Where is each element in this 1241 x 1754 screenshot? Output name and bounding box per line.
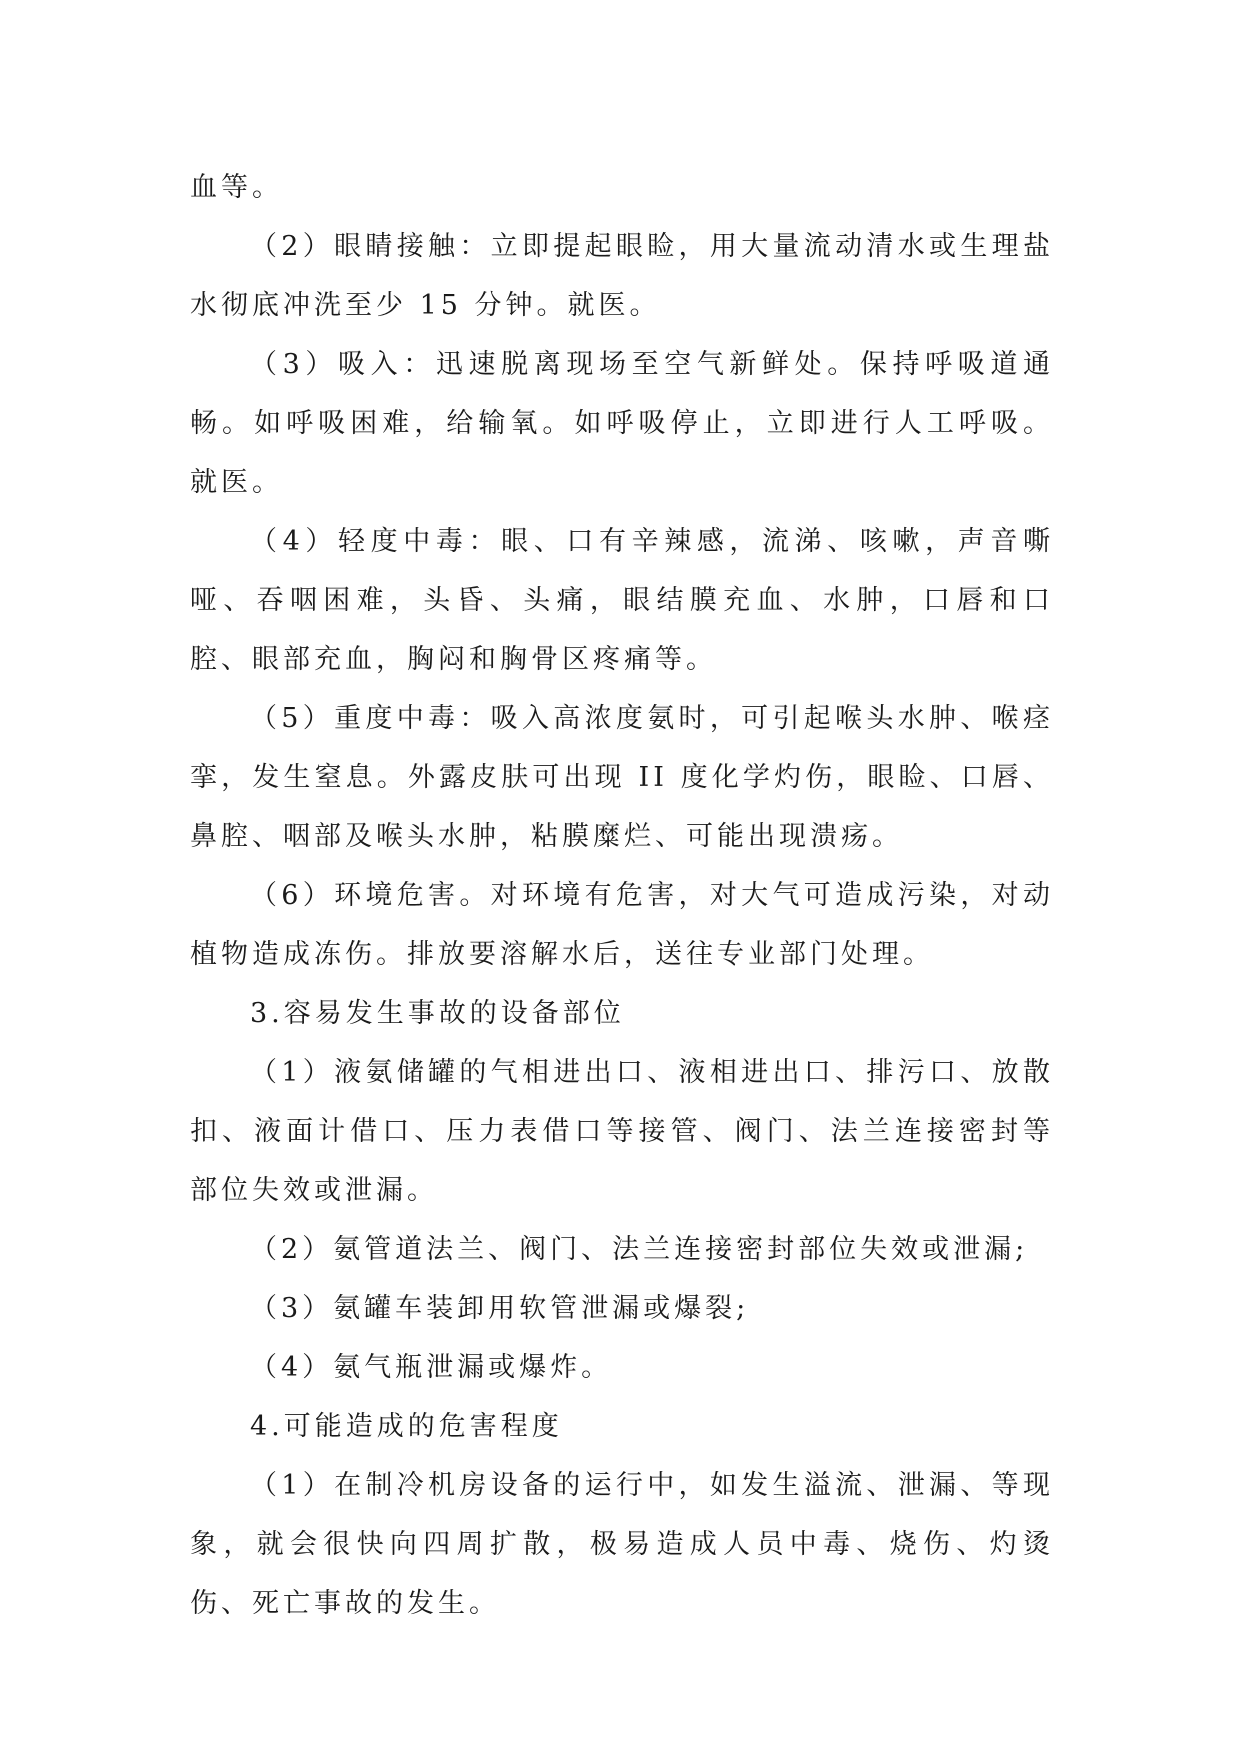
paragraph-continuation: 血等。	[190, 172, 283, 203]
paragraph-tanker-hose: （3）氨罐车装卸用软管泄漏或爆裂;	[250, 1293, 750, 1324]
paragraph-eye-contact: （2）眼睛接触：立即提起眼睑，用大量流动清水或生理盐水彻底冲洗至少 15 分钟。就医。	[190, 231, 1054, 321]
paragraph-severe-poisoning: （5）重度中毒：吸入高浓度氨时，可引起喉头水肿、喉痉挛，发生窒息。外露皮肤可出现 II 度化学灼伤，眼睑、口唇、鼻腔、咽部及喉头水肿，粘膜糜烂、可能出现溃疡。	[190, 703, 1054, 852]
document-body	[190, 158, 1054, 1633]
paragraph-gas-cylinder: （4）氨气瓶泄漏或爆炸。	[250, 1352, 613, 1383]
section-heading-equipment-locations: 3.容易发生事故的设备部位	[250, 998, 625, 1029]
section-heading-hazard-degree: 4.可能造成的危害程度	[250, 1411, 563, 1442]
paragraph-inhalation: （3）吸入：迅速脱离现场至空气新鲜处。保持呼吸道通畅。如呼吸困难，给输氧。如呼吸停止，立即进行人工呼吸。就医。	[190, 349, 1054, 498]
paragraph-storage-tank: （1）液氨储罐的气相进出口、液相进出口、排污口、放散扣、液面计借口、压力表借口等接管、阀门、法兰连接密封等部位失效或泄漏。	[190, 1057, 1054, 1206]
paragraph-machine-room: （1）在制冷机房设备的运行中，如发生溢流、泄漏、等现象，就会很快向四周扩散，极易造成人员中毒、烧伤、灼烫伤、死亡事故的发生。	[190, 1470, 1054, 1619]
paragraph-mild-poisoning: （4）轻度中毒：眼、口有辛辣感，流涕、咳嗽，声音嘶哑、吞咽困难，头昏、头痛，眼结膜充血、水肿，口唇和口腔、眼部充血，胸闷和胸骨区疼痛等。	[190, 526, 1054, 675]
paragraph-pipeline: （2）氨管道法兰、阀门、法兰连接密封部位失效或泄漏;	[250, 1234, 1029, 1265]
paragraph-environmental-hazard: （6）环境危害。对环境有危害，对大气可造成污染，对动植物造成冻伤。排放要溶解水后，送往专业部门处理。	[190, 880, 1054, 970]
